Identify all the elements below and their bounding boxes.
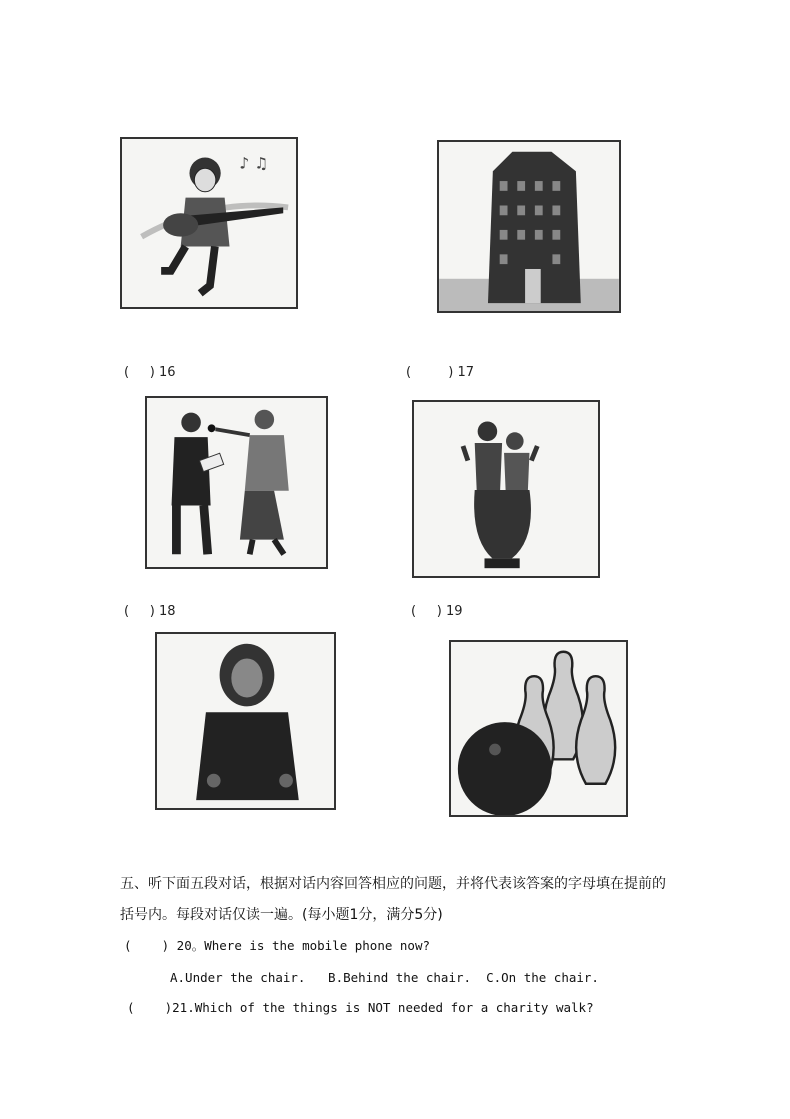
section-5-instruction-line-2: 括号内。每段对话仅读一遍。(每小题1分，满分5分) (120, 907, 443, 923)
picture-interview (145, 396, 328, 569)
question-21: ( )21.Which of the things is NOT needed for a charity walk? (127, 1000, 594, 1015)
interview-microphone-illustration (147, 398, 326, 567)
question-19-label: ( ) 19 (411, 604, 463, 619)
guitar-player-illustration (122, 139, 296, 307)
question-17-label: ( ) 17 (406, 365, 475, 380)
question-20: ( ) 20。Where is the mobile phone now? (124, 938, 430, 953)
svg-text:♪ ♫: ♪ ♫ (239, 154, 269, 173)
question-20-options: A.Under the chair. B.Behind the chair. C.On the chair. (170, 970, 599, 985)
tall-building-illustration (439, 142, 619, 311)
trophy-figures-illustration (414, 402, 598, 576)
picture-guitar-player (120, 137, 298, 309)
bowling-ball-pins-illustration (451, 642, 626, 815)
person-portrait-illustration (157, 634, 334, 808)
picture-trophy-figures (412, 400, 600, 578)
picture-tall-building (437, 140, 621, 313)
question-18-label: ( ) 18 (124, 604, 176, 619)
picture-portrait (155, 632, 336, 810)
question-16-label: ( ) 16 (124, 365, 176, 380)
picture-bowling (449, 640, 628, 817)
section-5-instruction-line-1: 五、听下面五段对话，根据对话内容回答相应的问题，并将代表该答案的字母填在提前的 (120, 876, 666, 892)
